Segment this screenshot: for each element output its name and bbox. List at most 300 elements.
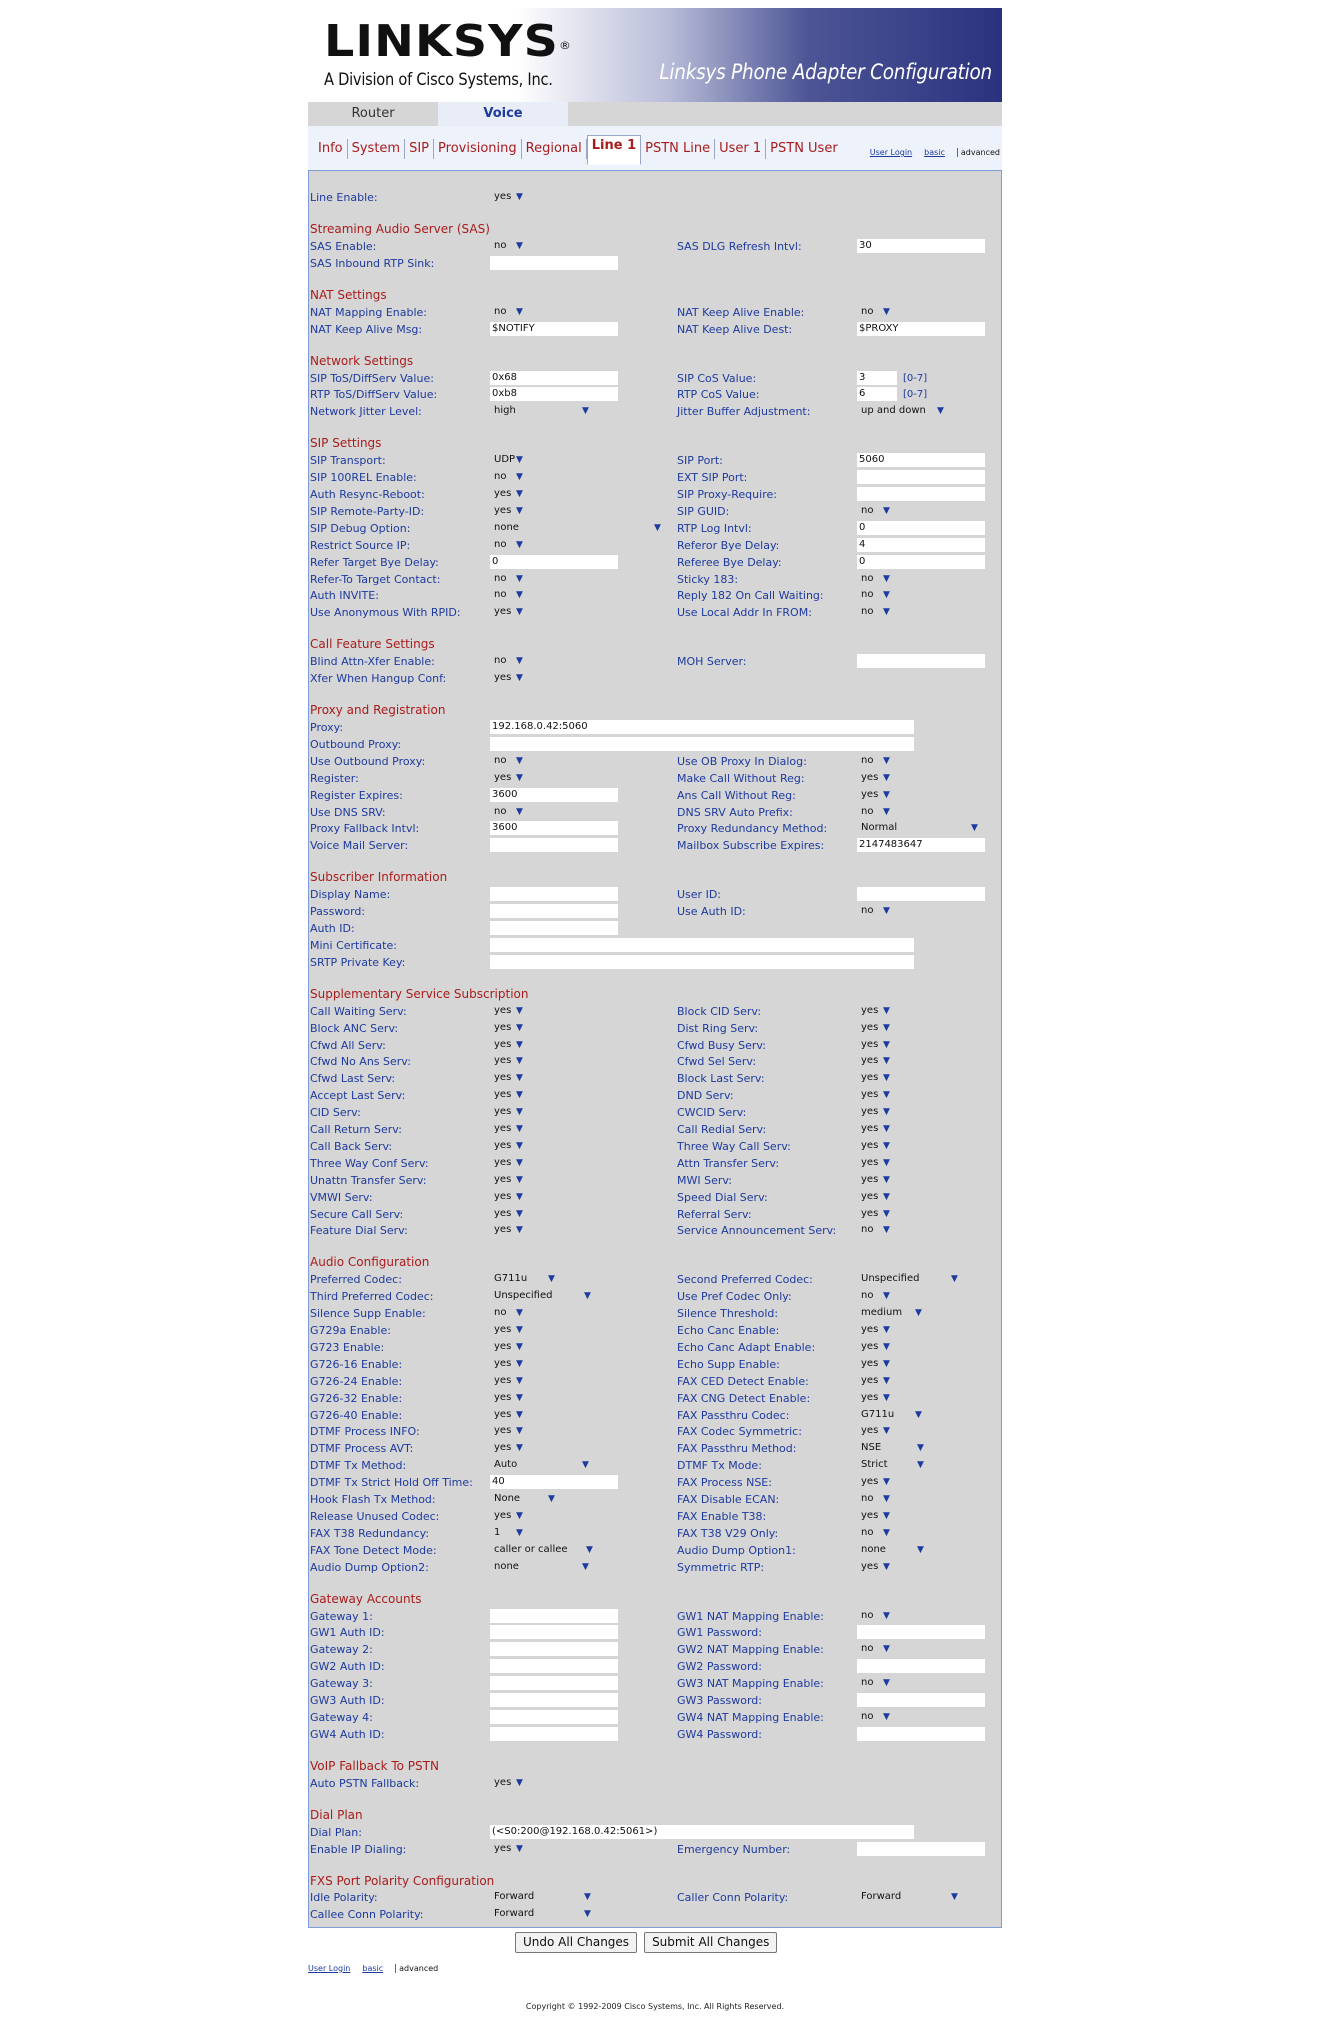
secure-call-serv-select[interactable]	[494, 1207, 660, 1221]
cid-serv-select[interactable]	[494, 1105, 660, 1119]
field-label: Third Preferred Codec:	[310, 1290, 434, 1304]
cfwd-last-serv-select[interactable]	[494, 1071, 660, 1085]
field-label: Echo Canc Adapt Enable:	[677, 1340, 816, 1354]
use-outbound-proxy-select[interactable]	[494, 754, 660, 768]
chevron-down-icon: ▼	[883, 1157, 890, 1168]
chevron-down-icon: ▼	[516, 755, 523, 766]
auto-pstn-fallback-select[interactable]	[494, 1776, 660, 1790]
dtmf-process-info-select[interactable]	[494, 1424, 660, 1438]
tab-voice[interactable]: Voice	[438, 102, 568, 126]
refer-to-target-contact-select[interactable]	[494, 572, 660, 586]
form-row	[309, 1172, 1001, 1189]
three-way-call-serv-select[interactable]	[861, 1139, 979, 1153]
chevron-down-icon: ▼	[516, 1039, 523, 1050]
hook-flash-tx-method-select[interactable]	[494, 1492, 660, 1506]
sip-tos-diffserv-value-input[interactable]: 0x68	[490, 371, 618, 385]
silence-threshold-select[interactable]	[861, 1306, 979, 1320]
service-announcement-serv-select[interactable]	[861, 1223, 979, 1237]
field-label: Proxy Fallback Intvl:	[310, 822, 420, 836]
subtab-pstn-user[interactable]: PSTN User	[770, 141, 838, 156]
call-redial-serv-select[interactable]	[861, 1122, 979, 1136]
use-anonymous-with-rpid-select[interactable]	[494, 605, 660, 619]
moh-server-input[interactable]	[857, 654, 985, 668]
field-label: Refer-To Target Contact:	[310, 572, 441, 586]
use-pref-codec-only-select[interactable]	[861, 1289, 979, 1303]
cwcid-serv-select[interactable]	[861, 1105, 979, 1119]
echo-canc-adapt-enable-select[interactable]	[861, 1340, 979, 1354]
rtp-log-intvl-input[interactable]: 0	[857, 521, 985, 535]
select-value: no	[861, 1493, 874, 1504]
fax-t38-redundancy-select[interactable]	[494, 1526, 660, 1540]
field-label: Secure Call Serv:	[310, 1207, 404, 1221]
select-value: yes	[494, 488, 512, 499]
referral-serv-select[interactable]	[861, 1207, 979, 1221]
field-label: FAX CNG Detect Enable:	[677, 1391, 811, 1405]
select-value: yes	[861, 771, 879, 783]
restrict-source-ip-select[interactable]	[494, 538, 660, 552]
sas-enable-select[interactable]	[494, 239, 660, 253]
select-value: yes	[494, 504, 512, 516]
idle-polarity-select[interactable]	[494, 1890, 660, 1904]
proxy-input[interactable]: 192.168.0.42:5060	[490, 720, 914, 734]
caller-conn-polarity-select[interactable]	[861, 1890, 979, 1904]
fax-cng-detect-enable-select[interactable]	[861, 1391, 979, 1405]
chevron-down-icon: ▼	[584, 1909, 591, 1920]
srtp-private-key-input[interactable]	[490, 955, 914, 969]
gw1-nat-mapping-enable-select[interactable]	[861, 1609, 979, 1623]
form-row	[309, 1491, 1001, 1508]
blind-attn-xfer-enable-select[interactable]	[494, 654, 660, 668]
select-value: yes	[861, 1207, 879, 1219]
g726-16-enable-select[interactable]	[494, 1357, 660, 1371]
callee-conn-polarity-select[interactable]	[494, 1907, 660, 1921]
auth-id-input[interactable]	[490, 921, 618, 935]
use-auth-id-select[interactable]	[861, 904, 979, 918]
field-label: Speed Dial Serv:	[677, 1190, 768, 1204]
third-preferred-codec-select[interactable]	[494, 1289, 660, 1303]
call-back-serv-select[interactable]	[494, 1139, 660, 1153]
g723-enable-select[interactable]	[494, 1340, 660, 1354]
user-login-link[interactable]: User Login	[869, 148, 913, 157]
field-label: DNS SRV Auto Prefix:	[677, 805, 793, 819]
jitter-buffer-adjustment-select[interactable]	[861, 404, 979, 418]
field-label: Silence Threshold:	[677, 1307, 779, 1321]
basic-link[interactable]: basic	[362, 1964, 384, 1973]
field-label: Restrict Source IP:	[310, 538, 411, 552]
chevron-down-icon: ▼	[883, 1107, 890, 1118]
chevron-down-icon: ▼	[516, 1409, 523, 1420]
accept-last-serv-select[interactable]	[494, 1088, 660, 1102]
gw4-auth-id-input[interactable]	[490, 1727, 618, 1741]
ans-call-without-reg-select[interactable]	[861, 788, 979, 802]
cfwd-all-serv-select[interactable]	[494, 1038, 660, 1052]
refer-target-bye-delay-input[interactable]: 0	[490, 555, 618, 569]
nat-keep-alive-dest-input[interactable]: $PROXY	[857, 322, 985, 336]
select-value: no	[494, 655, 507, 667]
field-label: MOH Server:	[677, 655, 747, 669]
chevron-down-icon: ▼	[883, 1561, 890, 1572]
chevron-down-icon: ▼	[516, 192, 523, 202]
field-label: Use Outbound Proxy:	[310, 754, 426, 768]
referee-bye-delay-input[interactable]: 0	[857, 555, 985, 569]
select-value: no	[494, 305, 507, 317]
block-anc-serv-select[interactable]	[494, 1021, 660, 1035]
dist-ring-serv-select[interactable]	[861, 1021, 979, 1035]
field-label: User ID:	[677, 888, 721, 902]
chevron-down-icon: ▼	[654, 522, 661, 533]
form-row	[309, 903, 1001, 920]
division-text: A Division of Cisco Systems, Inc.	[324, 70, 553, 90]
audio-dump-option1-select[interactable]	[861, 1543, 979, 1557]
echo-canc-enable-select[interactable]	[861, 1323, 979, 1337]
chevron-down-icon: ▼	[917, 1443, 924, 1454]
sip-port-input[interactable]: 5060	[857, 453, 985, 467]
speed-dial-serv-select[interactable]	[861, 1190, 979, 1204]
form-row	[309, 1407, 1001, 1424]
chevron-down-icon: ▼	[883, 1610, 890, 1621]
sip-proxy-require-input[interactable]	[857, 487, 985, 501]
dtmf-process-avt-select[interactable]	[494, 1441, 660, 1455]
select-value: G711u	[861, 1408, 895, 1420]
select-value: yes	[494, 1055, 512, 1067]
form-row	[309, 1906, 1001, 1923]
preferred-codec-select[interactable]	[494, 1272, 660, 1286]
form-row	[309, 1775, 1001, 1792]
field-label: GW1 Auth ID:	[310, 1626, 385, 1640]
select-value: yes	[861, 788, 879, 800]
call-return-serv-select[interactable]	[494, 1122, 660, 1136]
select-value: no	[861, 305, 874, 317]
cfwd-busy-serv-select[interactable]	[861, 1038, 979, 1052]
select-value: yes	[494, 1842, 512, 1854]
gw1-password-input[interactable]	[857, 1625, 985, 1639]
chevron-down-icon: ▼	[516, 573, 523, 584]
echo-supp-enable-select[interactable]	[861, 1357, 979, 1371]
chevron-down-icon: ▼	[584, 1892, 591, 1903]
gw4-nat-mapping-enable-select[interactable]	[861, 1710, 979, 1724]
fax-t38-v29-only-select[interactable]	[861, 1526, 979, 1540]
gw3-password-input[interactable]	[857, 1693, 985, 1707]
select-value: no	[494, 754, 507, 766]
select-value: Unspecified	[494, 1290, 553, 1302]
chevron-down-icon: ▼	[516, 1325, 523, 1335]
select-value: yes	[861, 1139, 879, 1151]
cfwd-no-ans-serv-select[interactable]	[494, 1054, 660, 1068]
select-value: caller or callee	[494, 1543, 568, 1555]
network-jitter-level-select[interactable]	[494, 404, 660, 418]
subtab-pstn-line[interactable]: PSTN Line	[641, 139, 715, 159]
sip-transport-select[interactable]	[494, 453, 660, 467]
select-value: yes	[861, 1123, 879, 1134]
silence-supp-enable-select[interactable]	[494, 1306, 660, 1320]
gateway-2-input[interactable]	[490, 1642, 618, 1656]
select-value: no	[494, 805, 507, 817]
select-value: yes	[861, 1374, 879, 1386]
gw2-nat-mapping-enable-select[interactable]	[861, 1642, 979, 1656]
chevron-down-icon: ▼	[516, 1140, 523, 1151]
g726-40-enable-select[interactable]	[494, 1408, 660, 1422]
form-row	[309, 1288, 1001, 1305]
chevron-down-icon: ▼	[883, 1341, 890, 1352]
gw3-nat-mapping-enable-select[interactable]	[861, 1676, 979, 1690]
form-row	[309, 1155, 1001, 1172]
field-label: DTMF Tx Mode:	[677, 1459, 762, 1473]
chevron-down-icon: ▼	[937, 406, 944, 417]
select-value: yes	[494, 1357, 512, 1369]
select-value: yes	[861, 1038, 879, 1050]
sip-remote-party-id-select[interactable]	[494, 504, 660, 518]
field-label: Block ANC Serv:	[310, 1021, 399, 1035]
chevron-down-icon: ▼	[516, 1107, 523, 1118]
nat-keep-alive-enable-select[interactable]	[861, 305, 979, 319]
field-label: SIP Port:	[677, 454, 723, 468]
audio-dump-option2-select[interactable]	[494, 1560, 660, 1574]
select-value: yes	[861, 1324, 879, 1335]
form-row	[309, 1020, 1001, 1037]
field-label: Second Preferred Codec:	[677, 1273, 813, 1287]
chevron-down-icon: ▼	[883, 1477, 890, 1488]
undo-all-changes-button[interactable]: Undo All Changes	[515, 1932, 637, 1953]
use-local-addr-in-from-select[interactable]	[861, 605, 979, 619]
nat-mapping-enable-select[interactable]	[494, 305, 660, 319]
chevron-down-icon: ▼	[883, 1527, 890, 1538]
sip-100rel-enable-select[interactable]	[494, 470, 660, 484]
block-last-serv-select[interactable]	[861, 1071, 979, 1085]
field-label: Dist Ring Serv:	[677, 1021, 759, 1035]
tab-router[interactable]: Router	[308, 102, 438, 126]
subtab-info[interactable]: Info	[314, 139, 348, 159]
gw2-auth-id-input[interactable]	[490, 1659, 618, 1673]
sas-dlg-refresh-intvl-input[interactable]: 30	[857, 239, 985, 253]
voice-mail-server-input[interactable]	[490, 838, 618, 852]
select-value: no	[861, 754, 874, 766]
select-value: yes	[494, 1021, 512, 1033]
make-call-without-reg-select[interactable]	[861, 771, 979, 785]
form-row	[309, 255, 1001, 272]
field-label: SIP CoS Value:	[677, 371, 757, 385]
fax-passthru-method-select[interactable]	[861, 1441, 979, 1455]
gw2-password-input[interactable]	[857, 1659, 985, 1673]
rtp-tos-diffserv-value-input[interactable]: 0xb8	[490, 387, 618, 401]
form-row	[309, 1658, 1001, 1675]
field-label: FAX CED Detect Enable:	[677, 1374, 809, 1388]
fax-ced-detect-enable-select[interactable]	[861, 1374, 979, 1388]
auth-resync-reboot-select[interactable]	[494, 487, 660, 501]
proxy-fallback-intvl-input[interactable]: 3600	[490, 821, 618, 835]
chevron-down-icon: ▼	[582, 1561, 589, 1572]
field-label: GW4 Password:	[677, 1727, 762, 1741]
subtab-provisioning[interactable]: Provisioning	[434, 139, 522, 159]
mini-certificate-input[interactable]	[490, 938, 914, 952]
field-label: Emergency Number:	[677, 1842, 791, 1856]
attn-transfer-serv-select[interactable]	[861, 1156, 979, 1170]
chevron-down-icon: ▼	[883, 1208, 890, 1219]
chevron-down-icon: ▼	[516, 1308, 523, 1319]
select-value: yes	[494, 1374, 512, 1386]
subtab-line-1[interactable]: Line 1	[587, 135, 641, 165]
chevron-down-icon: ▼	[516, 772, 523, 783]
form-row	[309, 1037, 1001, 1054]
field-label: Sticky 183:	[677, 572, 739, 586]
register-expires-input[interactable]: 3600	[490, 788, 618, 802]
dtmf-tx-mode-select[interactable]	[861, 1458, 979, 1472]
select-value: 1	[494, 1526, 501, 1538]
fax-process-nse-select[interactable]	[861, 1475, 979, 1489]
referor-bye-delay-input[interactable]: 4	[857, 538, 985, 552]
gateway-3-input[interactable]	[490, 1676, 618, 1690]
form-row	[309, 486, 1001, 503]
field-label: EXT SIP Port:	[677, 471, 748, 485]
call-waiting-serv-select[interactable]	[494, 1004, 660, 1018]
emergency-number-input[interactable]	[857, 1842, 985, 1856]
cfwd-sel-serv-select[interactable]	[861, 1054, 979, 1068]
select-value: yes	[494, 1004, 512, 1016]
section-title-network-settings: Network Settings	[310, 353, 414, 368]
feature-dial-serv-select[interactable]	[494, 1223, 660, 1237]
enable-ip-dialing-select[interactable]	[494, 1842, 660, 1856]
three-way-conf-serv-select[interactable]	[494, 1156, 660, 1170]
chevron-down-icon: ▼	[883, 1644, 890, 1655]
form-row	[309, 1559, 1001, 1576]
field-label: Use DNS SRV:	[310, 805, 386, 819]
block-cid-serv-select[interactable]	[861, 1004, 979, 1018]
dtmf-tx-method-select[interactable]	[494, 1458, 660, 1472]
select-value: no	[494, 1307, 507, 1319]
chevron-down-icon: ▼	[516, 1005, 523, 1016]
g726-32-enable-select[interactable]	[494, 1391, 660, 1405]
fax-tone-detect-mode-select[interactable]	[494, 1543, 660, 1557]
field-label: Call Waiting Serv:	[310, 1004, 407, 1018]
basic-link[interactable]: basic	[924, 148, 945, 157]
field-label: Gateway 3:	[310, 1677, 373, 1691]
advanced-link[interactable]: advanced	[395, 1964, 438, 1973]
select-value: yes	[494, 1072, 512, 1084]
mailbox-subscribe-expires-input[interactable]: 2147483647	[857, 838, 985, 852]
gw4-password-input[interactable]	[857, 1727, 985, 1741]
fax-passthru-codec-select[interactable]	[861, 1408, 979, 1422]
chevron-down-icon: ▼	[883, 1291, 890, 1302]
chevron-down-icon: ▼	[516, 1843, 523, 1854]
linksys-logo: LINKSYS®	[324, 16, 572, 67]
form-row	[309, 386, 1001, 403]
user-id-input[interactable]	[857, 887, 985, 901]
field-label: G726-24 Enable:	[310, 1374, 403, 1388]
dial-plan-input[interactable]: (<S0:200@192.168.0.42:5061>)	[490, 1825, 914, 1839]
chevron-down-icon: ▼	[915, 1308, 922, 1319]
sticky-183-select[interactable]	[861, 572, 979, 586]
register-select[interactable]	[494, 771, 660, 785]
password-input[interactable]	[490, 904, 618, 918]
display-name-input[interactable]	[490, 887, 618, 901]
chevron-down-icon: ▼	[516, 1341, 523, 1352]
subtab-sip[interactable]: SIP	[405, 139, 434, 159]
field-label: Make Call Without Reg:	[677, 771, 805, 785]
subtab-regional[interactable]: Regional	[522, 139, 587, 159]
chevron-down-icon: ▼	[516, 1443, 523, 1454]
unattn-transfer-serv-select[interactable]	[494, 1173, 660, 1187]
chevron-down-icon: ▼	[883, 1678, 890, 1689]
form-row	[309, 370, 1001, 387]
chevron-down-icon: ▼	[516, 1056, 523, 1067]
proxy-redundancy-method-select[interactable]	[861, 821, 979, 835]
sip-cos-value-input[interactable]: 3	[857, 371, 897, 385]
chevron-down-icon: ▼	[883, 1191, 890, 1202]
gw1-auth-id-input[interactable]	[490, 1625, 618, 1639]
field-label: RTP Log Intvl:	[677, 521, 752, 535]
auth-invite-select[interactable]	[494, 588, 660, 602]
chevron-down-icon: ▼	[516, 1510, 523, 1521]
dtmf-tx-strict-hold-off-time-input[interactable]: 40	[490, 1475, 618, 1489]
sip-guid-select[interactable]	[861, 504, 979, 518]
chevron-down-icon: ▼	[548, 1494, 555, 1504]
gateway-1-input[interactable]	[490, 1609, 618, 1623]
form-row	[309, 804, 1001, 821]
field-label: Three Way Call Serv:	[677, 1139, 791, 1153]
sip-debug-option-select[interactable]	[494, 521, 660, 535]
dns-srv-auto-prefix-select[interactable]	[861, 805, 979, 819]
field-label: SIP Proxy-Require:	[677, 488, 777, 501]
field-label: Unattn Transfer Serv:	[310, 1173, 427, 1187]
field-label: Use Auth ID:	[677, 905, 746, 919]
subtab-user-1[interactable]: User 1	[715, 139, 766, 159]
outbound-proxy-input[interactable]	[490, 737, 914, 751]
gw3-auth-id-input[interactable]	[490, 1693, 618, 1707]
vmwi-serv-select[interactable]	[494, 1190, 660, 1204]
field-label: Password:	[310, 905, 366, 919]
g726-24-enable-select[interactable]	[494, 1374, 660, 1388]
mwi-serv-select[interactable]	[861, 1173, 979, 1187]
line-enable-select[interactable]	[494, 190, 660, 204]
rtp-cos-value-input[interactable]: 6	[857, 387, 897, 401]
field-label: FAX T38 V29 Only:	[677, 1526, 779, 1540]
release-unused-codec-select[interactable]	[494, 1509, 660, 1523]
section-title-proxy-and-registration: Proxy and Registration	[310, 703, 446, 718]
chevron-down-icon: ▼	[516, 1426, 523, 1437]
fax-codec-symmetric-select[interactable]	[861, 1424, 979, 1438]
field-label: Three Way Conf Serv:	[310, 1156, 429, 1170]
field-label: Line Enable:	[310, 191, 378, 204]
form-row	[309, 1104, 1001, 1121]
second-preferred-codec-select[interactable]	[861, 1272, 979, 1286]
field-label: Preferred Codec:	[310, 1273, 402, 1287]
symmetric-rtp-select[interactable]	[861, 1560, 979, 1574]
xfer-when-hangup-conf-select[interactable]	[494, 671, 660, 685]
use-ob-proxy-in-dialog-select[interactable]	[861, 754, 979, 768]
gateway-4-input[interactable]	[490, 1710, 618, 1724]
sas-inbound-rtp-sink-input[interactable]	[490, 256, 618, 270]
field-label: SIP Remote-Party-ID:	[310, 504, 425, 518]
subtab-system[interactable]: System	[348, 139, 405, 159]
ext-sip-port-input[interactable]	[857, 470, 985, 484]
fax-enable-t38-select[interactable]	[861, 1509, 979, 1523]
field-label: Referee Bye Delay:	[677, 555, 782, 569]
select-value: G711u	[494, 1273, 528, 1285]
select-value: no	[494, 239, 507, 251]
fax-disable-ecan-select[interactable]	[861, 1492, 979, 1506]
dnd-serv-select[interactable]	[861, 1088, 979, 1102]
nat-keep-alive-msg-input[interactable]: $NOTIFY	[490, 322, 618, 336]
advanced-link[interactable]: advanced	[957, 148, 1000, 157]
field-label: FAX Passthru Codec:	[677, 1408, 790, 1422]
field-label: SIP Transport:	[310, 454, 386, 468]
use-dns-srv-select[interactable]	[494, 805, 660, 819]
reply-182-on-call-waiting-select[interactable]	[861, 588, 979, 602]
g729a-enable-select[interactable]	[494, 1323, 660, 1337]
field-label: FAX Tone Detect Mode:	[310, 1543, 437, 1557]
submit-all-changes-button[interactable]: Submit All Changes	[644, 1932, 777, 1953]
form-row	[309, 321, 1001, 338]
user-login-link[interactable]: User Login	[308, 1964, 351, 1973]
